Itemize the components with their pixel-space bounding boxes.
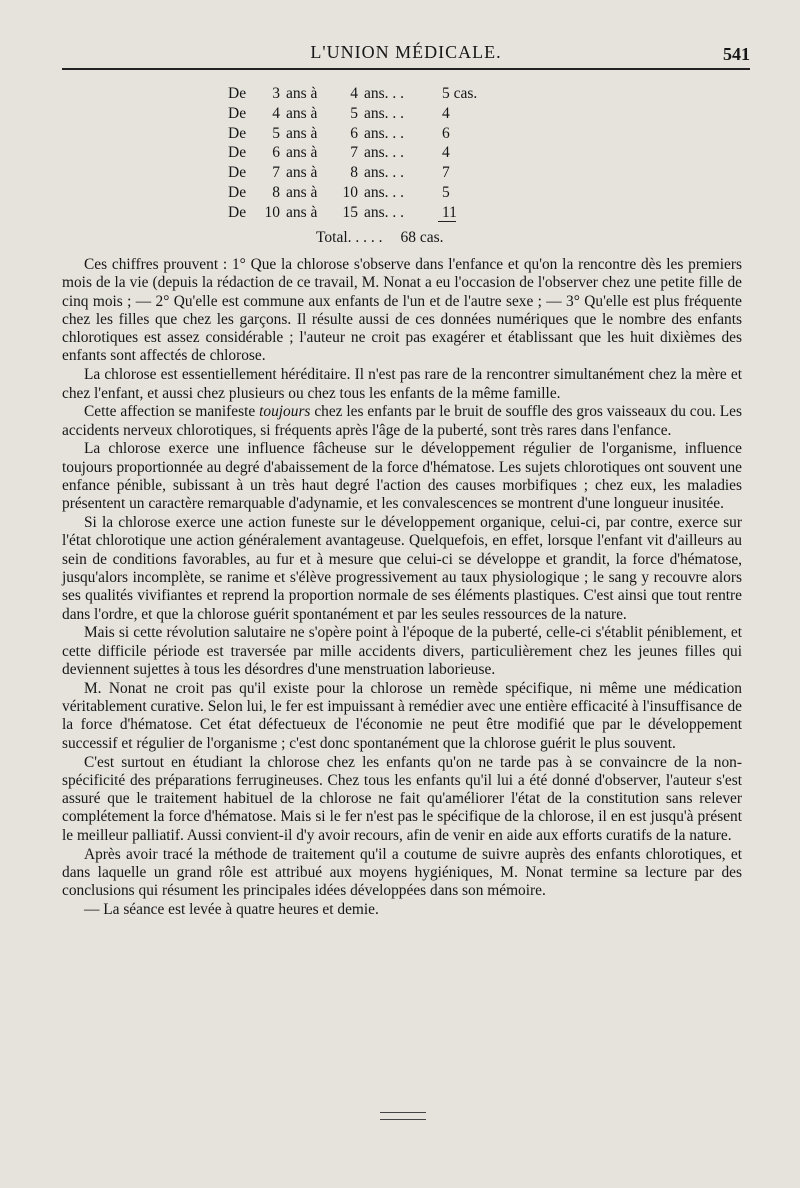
- cell-de: De: [228, 203, 247, 221]
- paragraph-closing: — La séance est levée à quatre heures et demie.: [84, 900, 379, 918]
- total-value: 68 cas.: [400, 229, 444, 246]
- total-label: Total. . . . .: [316, 229, 383, 246]
- cell-to: 8: [350, 164, 358, 182]
- cell-ans2: ans. . .: [364, 183, 405, 201]
- cell-ans2: ans. . .: [364, 85, 405, 102]
- cell-from: 3: [272, 85, 280, 102]
- header-rule: [62, 68, 750, 70]
- cell-cases: 4: [442, 104, 450, 122]
- paragraph-statistics: Ces chiffres prouvent : 1° Que la chlorose s'observe dans l'enfance et qu'on la rencontre dès les premiers mois de la vie (depuis la rédaction de ce travail, M. Nonat a eu l'occasion de l'observer chez une petite fille de cinq mois ; — 2° Qu'elle est commune aux enfants de l'un et de l'autre sexe ; — 3° Qu'elle est plus fréquente chez les filles que chez les garçons. Il résulte aussi de ces données numériques que le nombre des enfants chlorotiques est assez considérable ; l'auteur ne croit pas exagérer et établissant que les huit dixièmes des enfants sont affectés de chlorose.: [62, 256, 742, 365]
- cell-de: De: [228, 164, 247, 182]
- paragraph-remedy: M. Nonat ne croit pas qu'il existe pour la chlorose un remède spécifique, ni même une médication véritablement curative. Selon lui, le fer est impuissant à remédier avec une entière efficacité à l'insuffisance de la force d'hématose. Cet état défectueux de l'économie ne peut être modifié que par le développement successif et régulier de l'organisme ; c'est donc spontanément que la chlorose guérit le plus souvent.: [62, 679, 742, 752]
- cell-de: De: [228, 104, 247, 122]
- cell-de: De: [228, 183, 247, 201]
- table-row: [228, 124, 502, 144]
- running-title: L'UNION MÉDICALE.: [310, 42, 502, 62]
- cell-cases: 5 cas.: [442, 85, 478, 102]
- cell-ans2: ans. . .: [364, 124, 405, 142]
- cell-ans1: ans à: [286, 104, 318, 122]
- page-number: 541: [723, 44, 750, 64]
- table-row: [228, 143, 502, 163]
- cell-ans1: ans à: [286, 183, 318, 201]
- cell-de: De: [228, 85, 247, 102]
- cell-cases: 11: [442, 203, 457, 221]
- cell-to: 7: [350, 144, 358, 162]
- total-rule: [438, 221, 456, 222]
- cell-to: 5: [350, 104, 358, 122]
- cell-cases: 6: [442, 124, 450, 142]
- cell-ans1: ans à: [286, 85, 318, 102]
- paragraph-development: La chlorose exerce une influence fâcheuse sur le développement régulier de l'organisme, influence toujours proportionnée au degré d'abaissement de la force d'hématose. Les sujets chlorotiques ont souvent une enfance pénible, subissant à un très haut degré l'action des causes morbifiques ; chez eux, les maladies présentent un caractère remarquable d'adynamie, et les convalescences se montrent d'une longueur inusitée.: [62, 440, 742, 513]
- footer-ornament: [380, 1112, 426, 1120]
- cell-ans2: ans. . .: [364, 104, 405, 122]
- cell-to: 4: [350, 85, 358, 102]
- cell-cases: 7: [442, 164, 450, 182]
- paragraph-conclusion: Après avoir tracé la méthode de traitement qu'il a coutume de suivre auprès des enfants chlorotiques, et dans laquelle un grand rôle est attribué aux moyens hygiéniques, M. Nonat termine sa lecture par des conclusions qui résument les principales idées développées dans son mémoire.: [62, 845, 742, 900]
- table-row: [228, 203, 502, 223]
- table-row: [228, 84, 502, 104]
- paragraph-affection: Cette affection se manifeste toujours chez les enfants par le bruit de souffle des gros vaisseaux du cou. Les accidents nerveux chlorotiques, si fréquents après l'âge de la puberté, sont très rares dans l'enfance.: [62, 403, 742, 439]
- paragraph-puberty: Mais si cette révolution salutaire ne s'opère point à l'époque de la puberté, celle-ci s'établit péniblement, et cette difficile période est traversée par mille accidents divers, particulièrement chez les jeunes filles qui deviennent sujettes à tous les désordres d'une menstruation laborieuse.: [62, 624, 742, 679]
- paragraph-organic-action: Si la chlorose exerce une action funeste sur le développement organique, celui-ci, par contre, exerce sur l'état chlorotique une action généralement avantageuse. Quelquefois, en effet, lorsque l'enfant vit d'ailleurs au sein de conditions favorables, au fur et à mesure que celui-ci se développe et grandit, la force d'hématose, jusqu'alors incomplète, se ranime et s'élève progressivement au taux physiologique ; le sang y recouvre alors ses qualités vivifiantes et reprend la proportion normale de ses éléments plastiques. C'est ainsi que tout rentre dans l'ordre, et que la chlorose guérit spontanément et par les seules ressources de la nature.: [62, 514, 742, 623]
- cell-ans1: ans à: [286, 203, 318, 221]
- age-distribution-table: [228, 84, 502, 223]
- cell-to: 10: [342, 183, 358, 201]
- cell-to: 6: [350, 124, 358, 142]
- cell-cases: 4: [442, 144, 450, 162]
- table-row: [228, 183, 502, 203]
- cell-from: 5: [272, 124, 280, 142]
- cell-from: 6: [272, 144, 280, 162]
- table-row: [228, 163, 502, 183]
- article-body: [62, 256, 742, 920]
- emphasis-toujours: toujours: [259, 403, 311, 421]
- total-line: [316, 229, 444, 247]
- cell-de: De: [228, 144, 247, 162]
- paragraph-heredity: La chlorose est essentiellement héréditaire. Il n'est pas rare de la rencontrer simultanément chez la mère et chez l'enfant, et aussi chez plusieurs ou chez tous les enfants de la même famille.: [62, 366, 742, 402]
- cell-ans2: ans. . .: [364, 203, 405, 221]
- table-row: [228, 104, 502, 124]
- cell-de: De: [228, 124, 247, 142]
- cell-ans2: ans. . .: [364, 164, 405, 182]
- cell-from: 10: [264, 203, 280, 221]
- cell-from: 4: [272, 104, 280, 122]
- cell-cases: 5: [442, 183, 450, 201]
- cell-ans2: ans. . .: [364, 144, 405, 162]
- cell-ans1: ans à: [286, 164, 318, 182]
- cell-ans1: ans à: [286, 144, 318, 162]
- page-header: [62, 42, 750, 68]
- cell-ans1: ans à: [286, 124, 318, 142]
- paragraph-iron: C'est surtout en étudiant la chlorose chez les enfants qu'on ne tarde pas à se convaincre de la non-spécificité des préparations ferrugineuses. Chez tous les enfants qu'il lui a été donné d'observer, l'auteur s'est assuré que le traitement habituel de la chlorose ne fait qu'améliorer l'état de la constitution sans relever complétement la force d'hématose. Mais si le fer n'est pas le spécifique de la chlorose, il en est jusqu'à présent le meilleur palliatif. Aussi convient-il d'y avoir recours, afin de venir en aide aux efforts curatifs de la nature.: [62, 753, 742, 844]
- cell-to: 15: [342, 203, 358, 221]
- cell-from: 7: [272, 164, 280, 182]
- cell-from: 8: [272, 183, 280, 201]
